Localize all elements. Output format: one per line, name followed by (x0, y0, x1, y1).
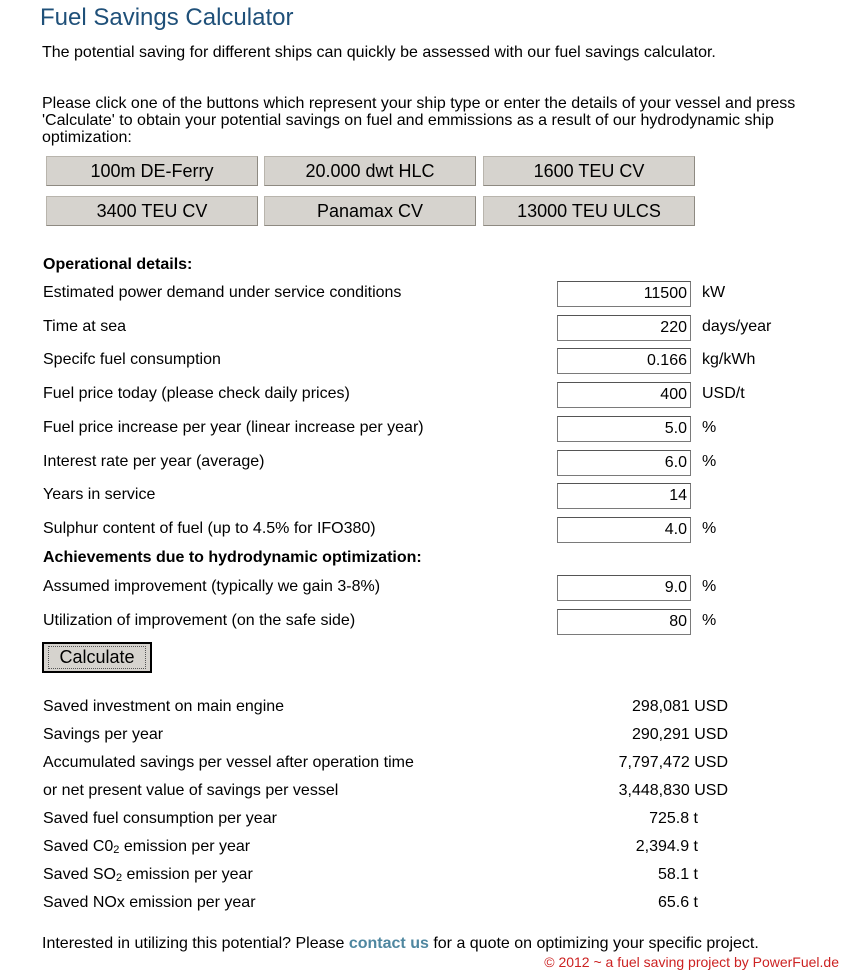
result-label: Accumulated savings per vessel after operation time (43, 754, 414, 771)
achievements-heading: Achievements due to hydrodynamic optimization: (43, 549, 422, 566)
fuel-price-label: Fuel price today (please check daily prices) (43, 385, 350, 402)
result-value: 2,394.9 t (635, 838, 698, 855)
contact-us-link[interactable]: contact us (348, 935, 429, 952)
power-demand-label: Estimated power demand under service conditions (43, 284, 402, 301)
assumed-improvement-unit: % (702, 578, 717, 595)
fuel-price-unit: USD/t (702, 385, 745, 402)
fuel-price-increase-input[interactable] (557, 416, 691, 442)
instructions-text: Please click one of the buttons which represent your ship type or enter the details of your vessel and press 'Calculate' to obtain your potential savings on fuel and emmissions as a result of our hydrodynamic ship optimization: (42, 95, 796, 146)
power-demand-input[interactable] (557, 281, 691, 307)
interest-rate-input[interactable] (557, 450, 691, 476)
operational-heading: Operational details: (43, 256, 193, 273)
result-value: 7,797,472 USD (618, 754, 728, 771)
interest-rate-unit: % (702, 453, 717, 470)
fuel-consumption-label: Specifc fuel consumption (43, 351, 221, 368)
intro-text: The potential saving for different ships can quickly be assessed with our fuel savings calculator. (42, 44, 716, 61)
result-label: Saved NOx emission per year (43, 894, 256, 911)
result-label: Saved fuel consumption per year (43, 810, 277, 827)
footer-text: Interested in utilizing this potential? Please contact us for a quote on optimizing your specific project. (42, 935, 759, 952)
result-label: or net present value of savings per vessel (43, 782, 339, 799)
ship-button-panamax[interactable]: Panamax CV (264, 196, 476, 226)
ship-button-1600-teu[interactable]: 1600 TEU CV (483, 156, 695, 186)
result-label: Saved investment on main engine (43, 698, 285, 715)
page-title: Fuel Savings Calculator (40, 4, 294, 31)
fuel-price-increase-unit: % (702, 419, 717, 436)
time-at-sea-unit: days/year (702, 318, 772, 335)
sulphur-content-label: Sulphur content of fuel (up to 4.5% for IFO380) (43, 520, 376, 537)
calculate-button-label: Calculate (48, 646, 145, 669)
ship-button-ulcs[interactable]: 13000 TEU ULCS (483, 196, 695, 226)
interest-rate-label: Interest rate per year (average) (43, 453, 265, 470)
result-value: 725.8 t (649, 810, 698, 827)
result-value: 290,291 USD (631, 726, 728, 743)
fuel-price-input[interactable] (557, 382, 691, 408)
time-at-sea-input[interactable] (557, 315, 691, 341)
utilization-input[interactable] (557, 609, 691, 635)
result-value: 58.1 t (657, 866, 698, 883)
result-label-so2: Saved $SO_2$ emission per year (43, 866, 253, 884)
result-label-co2: Saved $C0_2$ emission per year (43, 838, 251, 856)
result-value: 65.6 t (657, 894, 698, 911)
years-in-service-label: Years in service (43, 486, 156, 503)
ship-button-3400-teu[interactable]: 3400 TEU CV (46, 196, 258, 226)
assumed-improvement-input[interactable] (557, 575, 691, 601)
sulphur-content-unit: % (702, 520, 717, 537)
result-value: 3,448,830 USD (618, 782, 728, 799)
fuel-price-increase-label: Fuel price increase per year (linear increase per year) (43, 419, 424, 436)
sulphur-content-input[interactable] (557, 517, 691, 543)
years-in-service-input[interactable] (557, 483, 691, 509)
utilization-label: Utilization of improvement (on the safe side) (43, 612, 356, 629)
copyright: © 2012 ~ a fuel saving project by PowerFuel.de (544, 954, 839, 970)
result-value: 298,081 USD (631, 698, 728, 715)
result-label: Savings per year (43, 726, 164, 743)
time-at-sea-label: Time at sea (43, 318, 126, 335)
calculate-button[interactable] (42, 642, 152, 673)
power-demand-unit: kW (702, 284, 726, 301)
fuel-consumption-unit: kg/kWh (702, 351, 756, 368)
ship-button-de-ferry[interactable]: 100m DE-Ferry (46, 156, 258, 186)
ship-button-hlc[interactable]: 20.000 dwt HLC (264, 156, 476, 186)
utilization-unit: % (702, 612, 717, 629)
assumed-improvement-label: Assumed improvement (typically we gain 3-8%) (43, 578, 381, 595)
fuel-consumption-input[interactable] (557, 348, 691, 374)
